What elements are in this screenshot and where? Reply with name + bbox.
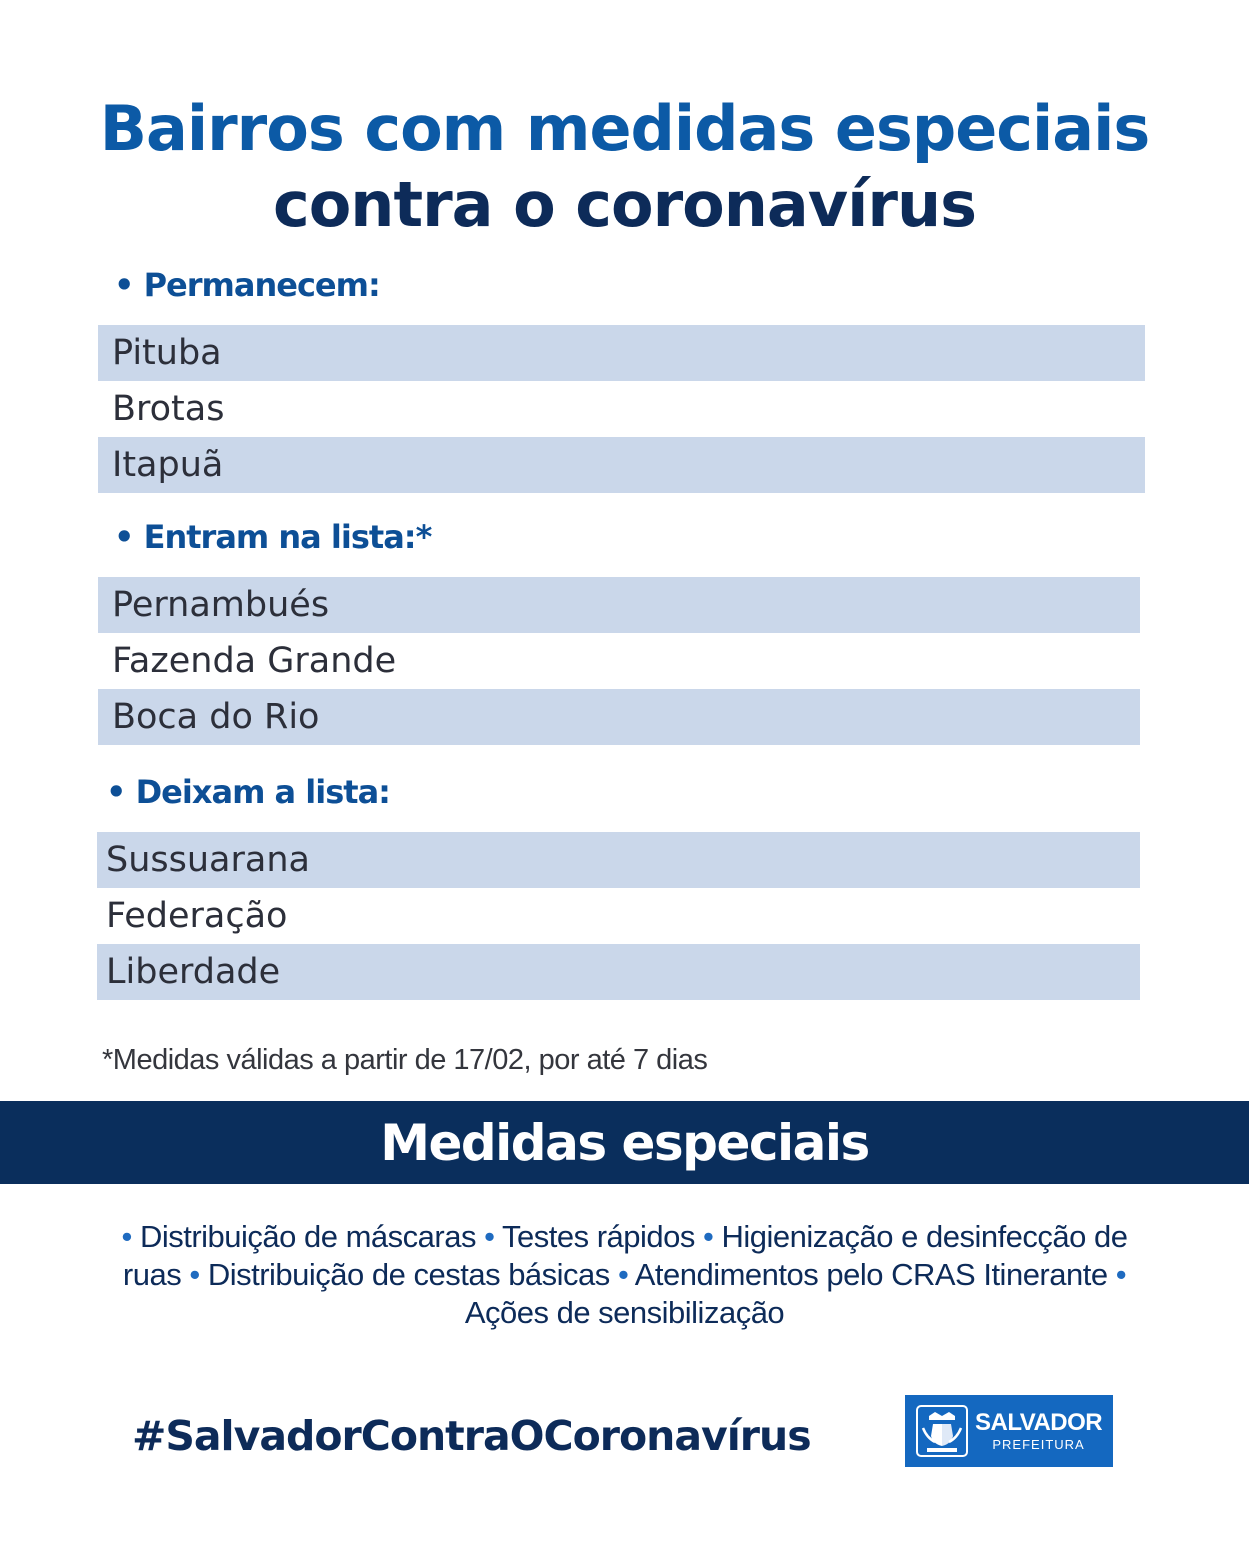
measure-item: Testes rápidos (502, 1219, 695, 1254)
title-line-2: contra o coronavírus (272, 168, 977, 241)
footnote: *Medidas válidas a partir de 17/02, por até 7 dias (102, 1044, 708, 1076)
salvador-prefeitura-logo (905, 1395, 1113, 1467)
hashtag: #SalvadorContraOCoronavírus (132, 1412, 811, 1460)
section-heading-deixam: • Deixam a lista: (106, 773, 390, 811)
logo-subtitle: PREFEITURA (992, 1437, 1085, 1452)
logo-name: SALVADOR (975, 1409, 1103, 1436)
list-item: Liberdade (97, 944, 1140, 1000)
page-title (0, 92, 1249, 241)
measure-item: Atendimentos pelo CRAS Itinerante (634, 1257, 1108, 1292)
list-item: Brotas (112, 389, 225, 429)
list-item: Fazenda Grande (112, 641, 397, 681)
list-item: Itapuã (98, 437, 1145, 493)
measure-item: Distribuição de cestas básicas (207, 1257, 610, 1292)
list-deixam (97, 832, 1140, 1000)
city-emblem-icon (915, 1404, 969, 1458)
section-heading-entram: • Entram na lista:* (114, 518, 432, 556)
measure-item: Higienização e desinfecção de ruas (122, 1219, 1128, 1292)
banner-title: Medidas especiais (380, 1113, 869, 1172)
list-item: Pernambués (98, 577, 1140, 633)
list-item: Boca do Rio (98, 689, 1140, 745)
measure-item: Ações de sensibilização (464, 1295, 785, 1330)
list-permanecem (98, 325, 1145, 493)
measure-item: Distribuição de máscaras (139, 1219, 476, 1254)
measures-list: • Distribuição de máscaras • Testes rápidos • Higienização e desinfecção de ruas • Distribuição de cestas básicas • Atendimentos pelo CRAS Itinerante • Ações de sensibilização (121, 1219, 1128, 1330)
title-line-1: Bairros com medidas especiais (99, 92, 1150, 165)
list-item: Sussuarana (97, 832, 1140, 888)
list-item: Federação (106, 896, 288, 936)
section-heading-permanecem: • Permanecem: (114, 266, 380, 304)
banner (0, 1101, 1249, 1184)
list-item: Pituba (98, 325, 1145, 381)
list-entram (98, 577, 1140, 745)
